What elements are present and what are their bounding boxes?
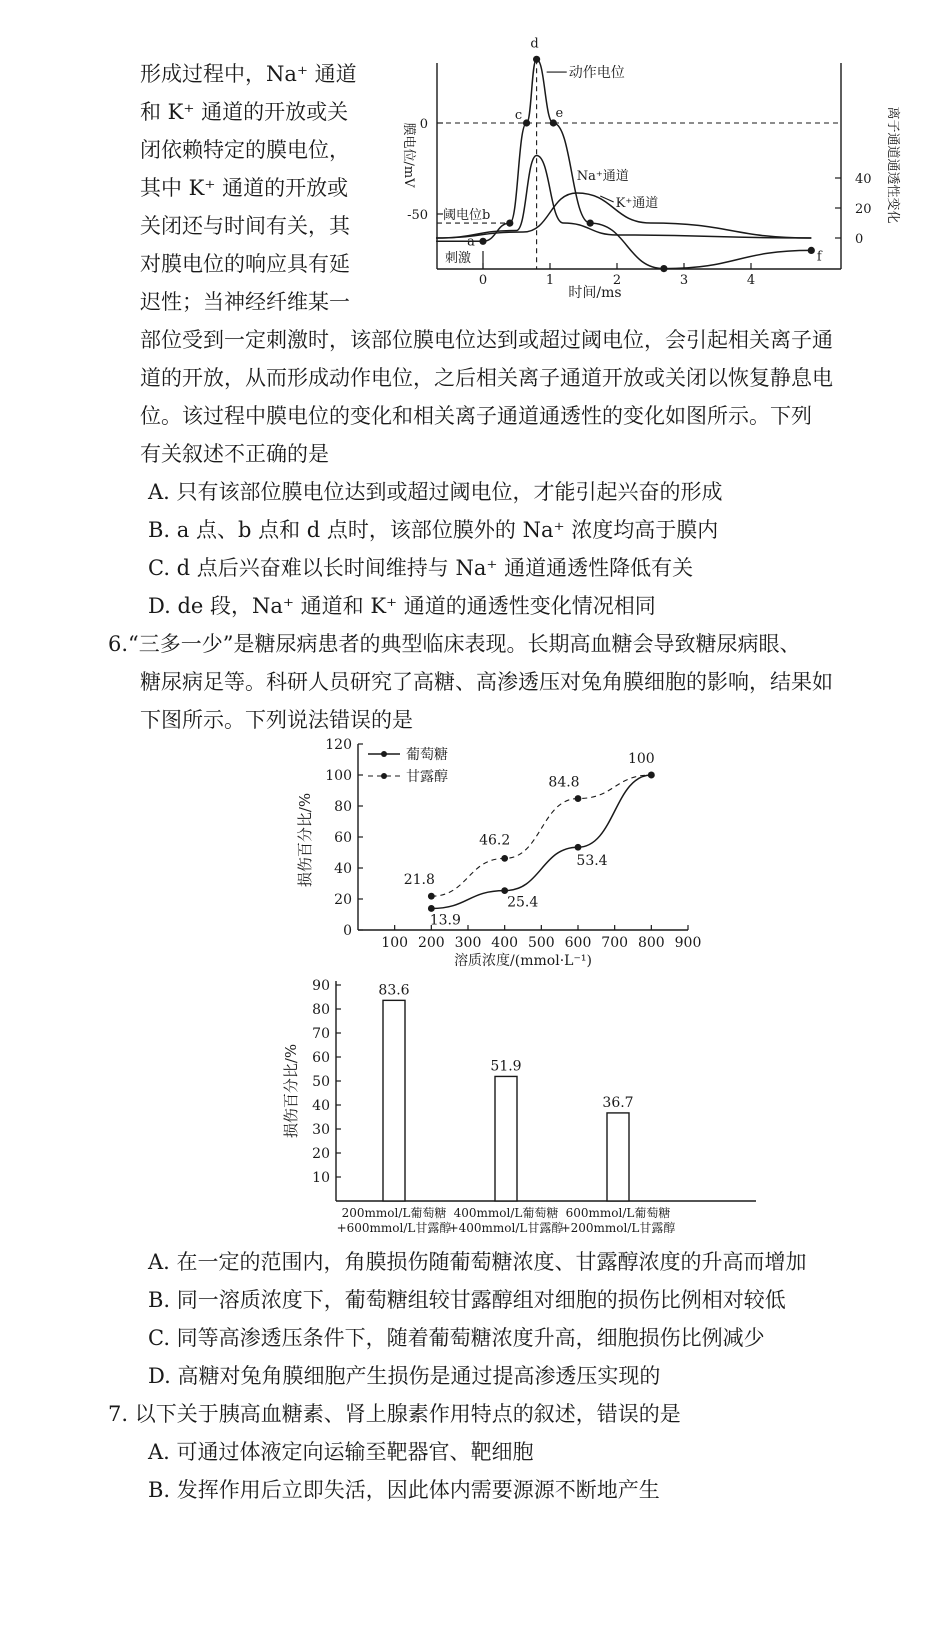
- mannitol-value-label: 46.2: [479, 832, 511, 849]
- stimulus-label: 刺激: [444, 251, 471, 266]
- x-tick-label: 900: [674, 935, 702, 951]
- y-tick-label: 40: [312, 1098, 330, 1114]
- y-tick-label: 20: [334, 892, 352, 908]
- q7-option-a: A. 可通过体液定向运输至靶器官、靶细胞: [148, 1440, 534, 1464]
- glucose-value-label: 53.4: [576, 853, 608, 870]
- y-tick-label: 80: [334, 799, 352, 815]
- mannitol-value-label: 21.8: [403, 872, 435, 889]
- x-axis-label: 溶质浓度/(mmol·L⁻¹): [454, 953, 592, 969]
- q6-option-b: B. 同一溶质浓度下，葡萄糖组较甘露醇组对细胞的损伤比例相对较低: [148, 1288, 786, 1312]
- category-label-line2: +200mmol/L甘露醇: [560, 1221, 676, 1235]
- concentration-line-chart: [280, 737, 720, 970]
- x-tick-label: 4: [746, 273, 756, 288]
- category-label-line2: +400mmol/L甘露醇: [448, 1221, 564, 1235]
- x-axis-label: 时间/ms: [568, 285, 622, 301]
- k-channel-label: K⁺通道: [615, 196, 659, 211]
- q5-intro-line: 形成过程中，Na⁺ 通道: [140, 62, 357, 86]
- point-label: a: [467, 234, 475, 250]
- y-axis-label: 损伤百分比/%: [296, 792, 314, 888]
- glucose-value-label: 13.9: [429, 912, 461, 929]
- y-tick-label: 40: [334, 861, 352, 877]
- bar-value-label: 51.9: [490, 1058, 522, 1075]
- q5-option-c: C. d 点后兴奋难以长时间维持与 Na⁺ 通道通透性降低有关: [148, 556, 694, 580]
- q5-intro-line: 对膜电位的响应具有延: [140, 252, 350, 276]
- mannitol-point: [575, 795, 582, 802]
- point-c: [523, 119, 530, 126]
- y-tick-label: 20: [312, 1146, 330, 1162]
- glucose-point: [501, 887, 508, 894]
- legend-glucose-marker: [381, 751, 387, 757]
- point-a: [479, 238, 486, 245]
- glucose-point: [575, 844, 582, 851]
- x-tick-label: 700: [601, 935, 629, 951]
- q5-paragraph-line: 部位受到一定刺激时，该部位膜电位达到或超过阈电位，会引起相关离子通: [140, 328, 833, 352]
- bar-value-label: 83.6: [378, 982, 410, 999]
- category-label-line1: 600mmol/L葡萄糖: [565, 1206, 671, 1220]
- category-label-line1: 200mmol/L葡萄糖: [341, 1206, 447, 1220]
- q5-intro-line: 其中 K⁺ 通道的开放或: [140, 176, 349, 200]
- x-tick-label: 100: [381, 935, 409, 951]
- q5-option-b: B. a 点、b 点和 d 点时，该部位膜外的 Na⁺ 浓度均高于膜内: [148, 518, 719, 542]
- category-label-line2: +600mmol/L甘露醇: [336, 1221, 452, 1235]
- point-repol: [587, 220, 594, 227]
- legend-glucose-label: 葡萄糖: [406, 747, 448, 763]
- q7-option-b: B. 发挥作用后立即失活，因此体内需要源源不断地产生: [148, 1478, 660, 1502]
- mannitol-point: [648, 772, 655, 779]
- mannitol-line: [431, 775, 651, 896]
- q5-intro-line: 闭依赖特定的膜电位，: [140, 138, 350, 162]
- x-tick-label: 300: [454, 935, 482, 951]
- q5-paragraph-line: 位。该过程中膜电位的变化和相关离子通道通透性的变化如图所示。下列: [140, 404, 812, 428]
- mannitol-point: [501, 855, 508, 862]
- q7-stem: 7. 以下关于胰高血糖素、肾上腺素作用特点的叙述，错误的是: [108, 1402, 681, 1426]
- glucose-line: [431, 775, 651, 908]
- point-f: [808, 247, 815, 254]
- q5-option-d: D. de 段，Na⁺ 通道和 K⁺ 通道的通透性变化情况相同: [148, 594, 656, 618]
- mannitol-value-label: 100: [627, 751, 655, 767]
- mannitol-point: [428, 893, 435, 900]
- threshold-label: 阈电位b: [443, 208, 491, 224]
- q5-paragraph-line: 有关叙述不正确的是: [140, 442, 329, 466]
- y-tick-label: 70: [312, 1026, 330, 1042]
- y-right-axis-label: 离子通道通透性变化: [885, 106, 900, 224]
- mixture-bar-chart: [270, 975, 780, 1235]
- y-tick-label: 100: [325, 768, 352, 784]
- q5-paragraph-line: 道的开放，从而形成动作电位，之后相关离子通道开放或关闭以恢复静息电: [140, 366, 833, 390]
- point-label: c: [514, 108, 523, 123]
- x-tick-label: 2: [612, 273, 622, 288]
- y-tick-label: 60: [312, 1050, 330, 1066]
- q5-intro-line: 迟性；当神经纤维某一: [140, 290, 350, 314]
- point-b: [506, 220, 513, 227]
- q6-stem-line: 6.“三多一少”是糖尿病患者的典型临床表现。长期高血糖会导致糖尿病眼、: [108, 632, 801, 656]
- q6-option-c: C. 同等高渗透压条件下，随着葡萄糖浓度升高，细胞损伤比例减少: [148, 1326, 765, 1350]
- x-tick-label: 1: [545, 273, 555, 288]
- glucose-value-label: 25.4: [507, 894, 539, 911]
- y-tick-label: 10: [312, 1170, 330, 1186]
- glucose-point: [428, 905, 435, 912]
- y-tick-label: 50: [312, 1074, 330, 1090]
- x-tick-label: 3: [679, 273, 689, 288]
- point-label: d: [530, 36, 539, 52]
- y-left-tick-label: -50: [407, 208, 428, 223]
- action-potential-label: 动作电位: [568, 65, 625, 82]
- q6-stem-line: 糖尿病足等。科研人员研究了高糖、高渗透压对兔角膜细胞的影响，结果如: [140, 670, 833, 694]
- legend-mannitol-label: 甘露醇: [406, 769, 448, 785]
- y-tick-label: 0: [343, 923, 352, 939]
- q6-stem-line: 下图所示。下列说法错误的是: [140, 708, 413, 732]
- y-right-tick-label: 0: [855, 232, 864, 247]
- category-label-line1: 400mmol/L葡萄糖: [453, 1206, 559, 1220]
- q6-option-d: D. 高糖对兔角膜细胞产生损伤是通过提高渗透压实现的: [148, 1364, 661, 1388]
- y-left-tick-label: 0: [419, 117, 428, 132]
- y-tick-label: 80: [312, 1002, 330, 1018]
- point-d: [533, 56, 540, 63]
- point-hyper: [660, 265, 667, 272]
- x-tick-label: 400: [491, 935, 519, 951]
- y-axis-label: 损伤百分比/%: [282, 1043, 300, 1139]
- action-potential-chart: [395, 36, 915, 310]
- point-label: e: [555, 106, 564, 121]
- bar: [495, 1076, 517, 1201]
- y-tick-label: 90: [312, 978, 330, 994]
- bar: [607, 1113, 629, 1201]
- bar-value-label: 36.7: [602, 1094, 634, 1111]
- y-left-axis-label: 膜电位/mV: [401, 122, 416, 188]
- y-right-tick-label: 20: [855, 202, 872, 217]
- x-tick-label: 200: [417, 935, 445, 951]
- legend-mannitol-marker: [381, 773, 387, 779]
- q5-intro-line: 和 K⁺ 通道的开放或关: [140, 100, 349, 124]
- mannitol-value-label: 84.8: [548, 774, 580, 791]
- x-tick-label: 800: [637, 935, 665, 951]
- bar: [383, 1000, 405, 1201]
- y-right-tick-label: 40: [855, 172, 872, 187]
- point-label: f: [816, 249, 822, 265]
- x-tick-label: 500: [527, 935, 555, 951]
- y-tick-label: 120: [325, 737, 352, 753]
- y-tick-label: 30: [312, 1122, 330, 1138]
- x-tick-label: 0: [478, 273, 488, 288]
- x-tick-label: 600: [564, 935, 592, 951]
- y-tick-label: 60: [334, 830, 352, 846]
- q6-option-a: A. 在一定的范围内，角膜损伤随葡萄糖浓度、甘露醇浓度的升高而增加: [148, 1250, 807, 1274]
- na-channel-label: Na⁺通道: [576, 169, 629, 184]
- q5-option-a: A. 只有该部位膜电位达到或超过阈电位，才能引起兴奋的形成: [148, 480, 723, 504]
- q5-intro-line: 关闭还与时间有关，其: [140, 214, 350, 238]
